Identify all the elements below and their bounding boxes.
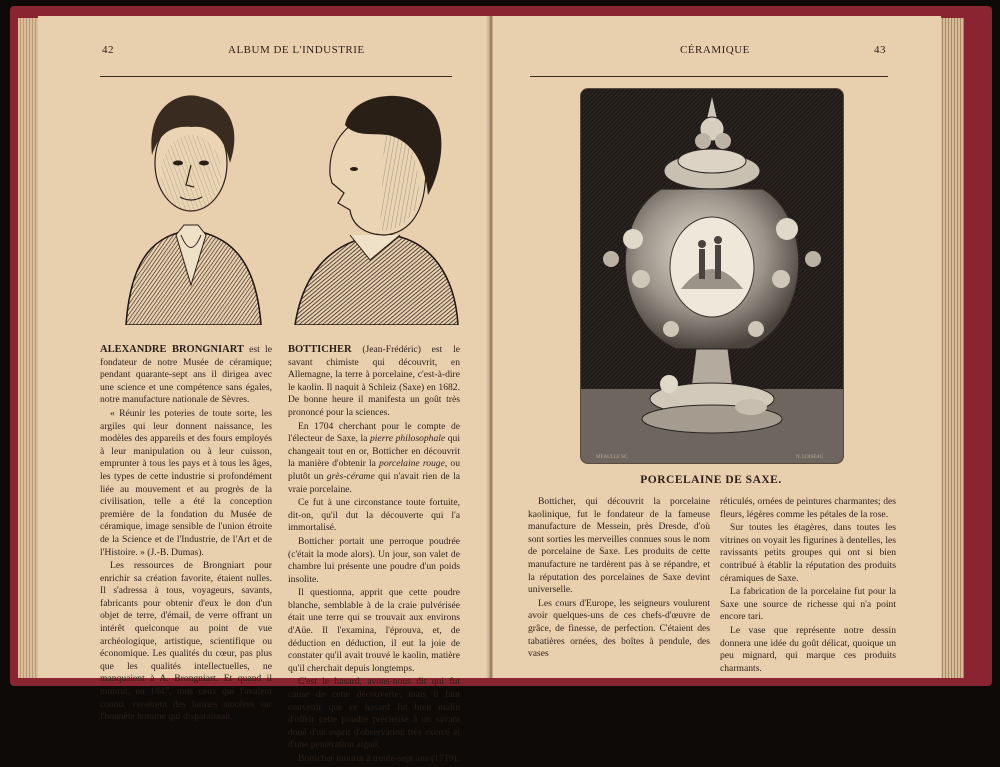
saxe-paragraph-3: réticulés, ornées de peintures charmantes; des fleurs, légères comme les pétales de la rose. (720, 496, 896, 520)
porcelain-vase-engraving (580, 88, 844, 464)
brongniart-paragraph-2: « Réunir les poteries de toute sorte, les argiles qui leur donnent naissance, les modèles des appareils et des fours employés à leur manipulation ou à leur cuisson, emprunter à tous les pays et à tous les âges, les types de cette industrie si profondément liée au mouvement et au progrès de la civilisation, telle a été la conception première de la fondation du Musée de céramique, image sensible de l'union étroite de la Science et de l'Industrie, de l'Art et de l'Histoire. » (J.-B. Dumas). (100, 407, 272, 558)
saxe-paragraph-6: Le vase que représente notre dessin donnera une idée du goût délicat, quoique un peu mignard, qui marque ces produits charmants. (720, 624, 896, 674)
left-page-number: 42 (102, 44, 114, 56)
bp2-d: qui n'avait rien de la vraie porcelaine. (288, 470, 460, 495)
saxe-paragraph-4: Sur toutes les étagères, dans toutes les vitrines on voyait les figurines à dentelles, les ravissants petits groupes qui ont si bien contribué à établir la réputation des produits céramiques de Saxe. (720, 522, 896, 584)
botticher-paragraph-6: C'est le hasard, avons-nous dit qui fut cause de cette découverte; mais il faut convenir que ce hasard fut bien malin d'offrir cette poudre précieuse à un savant doué d'un esprit d'observation très exercé et d'une pénétration aiguë. (288, 676, 460, 751)
botticher-paragraph-2 (288, 421, 460, 497)
saxe-paragraph-5: La fabrication de la porcelaine fut pour la Saxe une source de richesse qui n'a point encore tari. (720, 586, 896, 623)
engraving-caption: PORCELAINE DE SAXE. (640, 474, 782, 486)
bp2-c: , ou plutôt un (288, 458, 460, 482)
saxe-paragraph-1: Botticher, qui découvrit la porcelaine kaolinique, fut le fondateur de la fameuse manufacture de Messein, près Dresde, d'où sont sorties les merveilles connues sous le nom de porcelaine de Saxe. Les produits de cette manufacture ne tardèrent pas à se répandre, et la réputation des porcelaines de Saxe devint universelle. (528, 496, 710, 596)
right-running-title: CÉRAMIQUE (680, 44, 750, 56)
page-edges-right (940, 18, 964, 678)
botticher-text-1: (Jean-Frédéric) est le savant chimiste qui découvrit, en Allemagne, la terre à porcelaine, c'est-à-dire le kaolin. Il naquit à Schleiz (Saxe) en 1682. De bonne heure il manifesta un goût très prononcé pour la sciences. (288, 344, 460, 418)
left-running-title: ALBUM DE L'INDUSTRIE (228, 44, 365, 56)
engraver-signature-right: N. LOISEAU (796, 455, 824, 460)
botticher-paragraph-1 (288, 344, 460, 420)
brongniart-paragraph-1 (100, 344, 272, 407)
brongniart-name: ALEXANDRE BRONGNIART (100, 344, 244, 355)
right-header-rule (530, 76, 888, 77)
bp2-italic-2: porcelaine rouge (379, 458, 445, 470)
botticher-paragraph-7: Botticher mourut à trente-sept ans (1719). (298, 753, 459, 764)
bp2-italic-3: grès-cérame (326, 470, 375, 482)
right-column-2 (720, 496, 896, 676)
botticher-paragraph-5: Il questionna, apprit que cette poudre blanche, semblable à de la craie pulvérisée était une terre qui se trouvait aux environs d'Aüe. Il l'examina, l'éprouva, et, de déduction en déduction, il eut la joie de constater qu'il avait trouvé le kaolin, matière qu'il cherchait depuis longtemps. (288, 587, 460, 674)
page-edges-left (18, 18, 40, 678)
left-column-2 (288, 344, 460, 767)
right-page-number: 43 (874, 44, 886, 56)
brongniart-text-1: est le fondateur de notre Musée de céramique; pendant quarante-sept ans il dirigea avec une science et une compétence sans égales, notre manufacture nationale de Sèvres. (100, 344, 272, 406)
brongniart-paragraph-3: Les ressources de Brongniart pour enrichir sa création favorite, étaient nulles. Il s'adressa à tous, voyageurs, savants, fabricants pour obtenir d'eux le don d'un objet de terre, d'émail, de verre offrant un intérêt quelconque au point de vue archéologique, artistique, scientifique ou économique. Les qualités du cœur, pas plus que les qualités intellectuelles, ne manquaient à A. Brongniart. Et quand il mourut, en 1847, tous ceux qui l'avaient connu, versèrent des larmes sincères sur l'honnête homme qui disparaissait. (100, 560, 272, 723)
left-header-rule (100, 76, 452, 77)
left-column-1 (100, 344, 272, 725)
botticher-portrait (290, 85, 460, 325)
bp2-a: En 1704 cherchant pour le compte de l'électeur de Saxe, la (288, 420, 460, 445)
engraver-signature-left: MEAULLE SC. (596, 455, 629, 460)
right-column-1 (528, 496, 710, 662)
vase-illustration (581, 89, 843, 463)
saxe-paragraph-2: Les cours d'Europe, les seigneurs voulurent avoir quelques-uns de ces chefs-d'œuvre de grâce, de finesse, de perfection. C'étaient des tabatières ornées, des boîtes à pendule, des vases (528, 597, 710, 660)
botticher-paragraph-4: Botticher portait une perroque poudrée (c'était la mode alors). Un jour, son valet de chambre lui présente une poudre d'un poids insolite. (288, 535, 460, 585)
brongniart-portrait (106, 85, 276, 325)
botticher-paragraph-3: Ce fut à une circonstance toute fortuite, dit-on, qu'il dut la découverte qui l'a immortalisé. (288, 497, 460, 534)
botticher-name: BOTTICHER (288, 344, 352, 355)
bp2-b: qui changeait tout en or, Botticher en découvrit la manière d'obtenir la (288, 433, 460, 470)
bp2-italic-1: pierre philosophale (369, 433, 446, 445)
